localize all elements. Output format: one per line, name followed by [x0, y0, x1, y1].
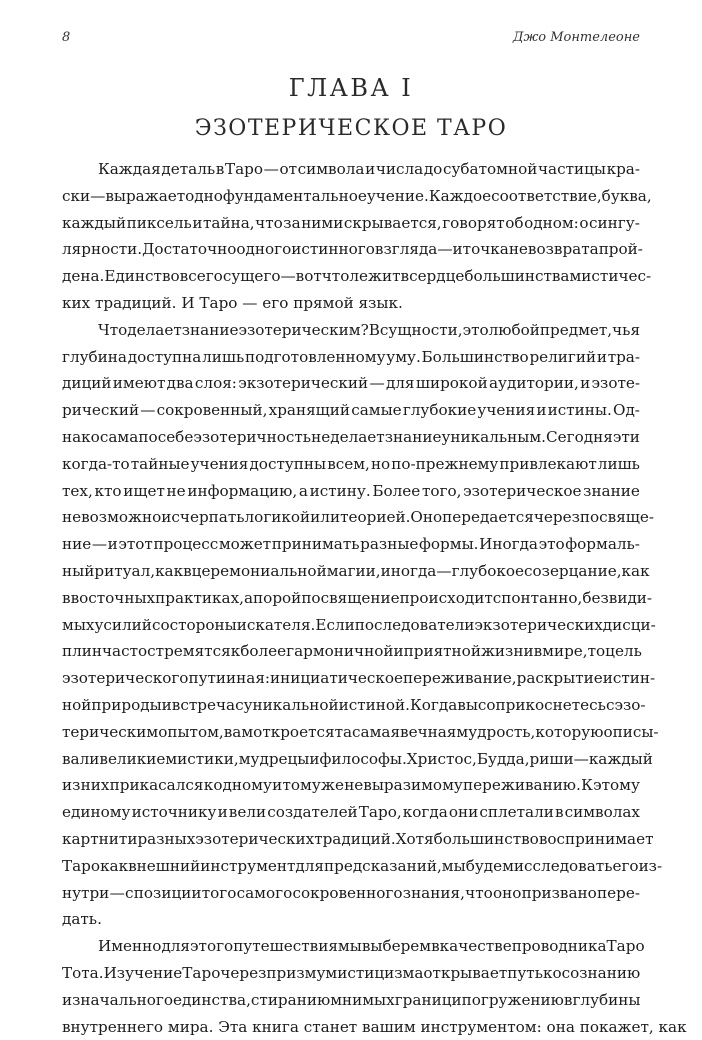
paragraph — [62, 317, 640, 933]
text-line: ски — выражает одно фундаментальное учение. Каждое соответствие, буква, — [62, 183, 640, 210]
text-line: в восточных практиках, а порой посвящение происходит спонтанно, без види- — [62, 585, 640, 612]
text-line: тех, кто ищет не информацию, а истину. Более того, эзотерическое знание — [62, 478, 640, 505]
chapter-number: ГЛАВА I — [0, 74, 702, 102]
text-line: из них прикасался к одному и тому же невыразимому переживанию. К этому — [62, 772, 640, 799]
text-line: ный ритуал, как в церемониальной магии, иногда — глубокое созерцание, как — [62, 558, 640, 585]
text-line: дена. Единство всего сущего — вот что лежит в сердце большинства мистичес- — [62, 263, 640, 290]
text-line: изначального единства, стиранию мнимых границ и погружению в глубины — [62, 987, 640, 1014]
text-line: каждый пиксель и тайна, что за ними скрывается, говорят об одном: о сингу- — [62, 210, 640, 237]
text-line: мых усилий со стороны искателя. Если последователи экзотерических дисци- — [62, 612, 640, 639]
text-line: Что делает знание эзотерическим? В сущности, это любой предмет, чья — [62, 317, 640, 344]
text-line: внутреннего мира. Эта книга станет вашим инструментом: она покажет, как — [62, 1014, 640, 1040]
text-line: невозможно исчерпать логикой или теорией. Оно передается через посвяще- — [62, 504, 640, 531]
text-line: единому источнику и вели создателей Таро, когда они сплетали в символах — [62, 799, 640, 826]
text-line: карт нити разных эзотерических традиций. Хотя большинство воспринимает — [62, 826, 640, 853]
text-line: нако сама по себе эзотеричность не делает знание уникальным. Сегодня эти — [62, 424, 640, 451]
text-line: ние — и этот процесс может принимать разные формы. Иногда это формаль- — [62, 531, 640, 558]
body-text — [62, 156, 640, 1040]
paragraph — [62, 933, 640, 1040]
text-line: рический — сокровенный, хранящий самые глубокие учения и истины. Од- — [62, 397, 640, 424]
text-line: Таро как внешний инструмент для предсказаний, мы будем исследовать его из- — [62, 853, 640, 880]
text-line: когда-то тайные учения доступны всем, но по-прежнему привлекают лишь — [62, 451, 640, 478]
text-line: ких традиций. И Таро — его прямой язык. — [62, 290, 640, 317]
text-line: лярности. Достаточно одного истинного взгляда — и точка невозврата прой- — [62, 236, 640, 263]
text-line: Каждая деталь в Таро — от символа и числа до субатомной частицы кра- — [62, 156, 640, 183]
page-number: 8 — [62, 30, 70, 45]
text-line: плин часто стремятся к более гармоничной и приятной жизни в мире, то цель — [62, 638, 640, 665]
text-line: терическим опытом, вам откроется та самая вечная мудрость, которую описы- — [62, 719, 640, 746]
text-line: нутри — с позиции того самого сокровенного знания, что оно призвано пере- — [62, 880, 640, 907]
text-line: эзотерического пути иная: инициатическое переживание, раскрытие истин- — [62, 665, 640, 692]
text-line: Тота. Изучение Таро через призму мистицизма открывает путь к осознанию — [62, 960, 640, 987]
text-line: вали великие мистики, мудрецы и философы. Христос, Будда, риши — каждый — [62, 746, 640, 773]
text-line: дать. — [62, 906, 640, 933]
text-line: глубина доступна лишь подготовленному уму. Большинство религий и тра- — [62, 344, 640, 371]
text-line: диций имеют два слоя: экзотерический — для широкой аудитории, и эзоте- — [62, 370, 640, 397]
chapter-title: ЭЗОТЕРИЧЕСКОЕ ТАРО — [0, 116, 702, 141]
text-line: ной природы и встреча с уникальной истиной. Когда вы соприкоснетесь с эзо- — [62, 692, 640, 719]
paragraph — [62, 156, 640, 317]
running-head-author: Джо Монтелеоне — [513, 30, 640, 45]
text-line: Именно для этого путешествия мы выберем в качестве проводника Таро — [62, 933, 640, 960]
